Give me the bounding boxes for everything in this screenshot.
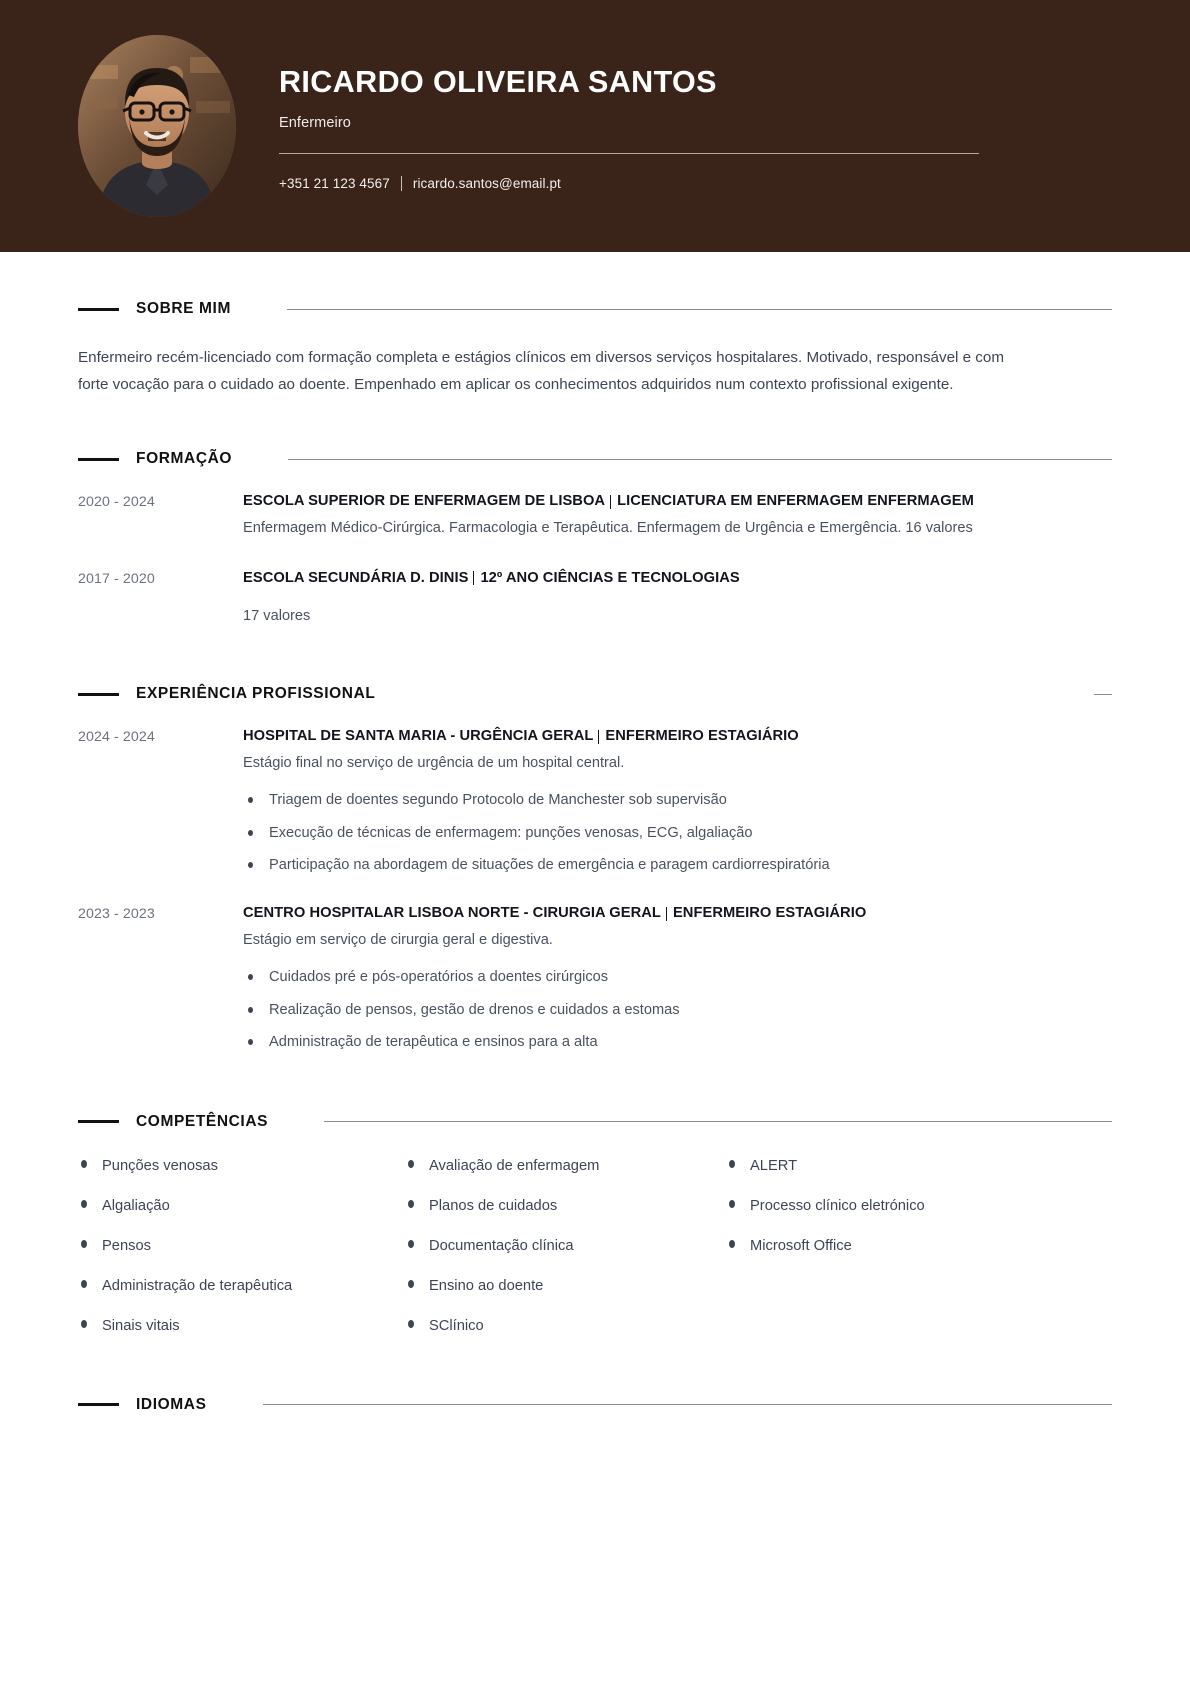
skill-item: Administração de terapêutica	[78, 1277, 405, 1296]
section-rule	[288, 459, 1112, 460]
list-item: Triagem de doentes segundo Protocolo de Manchester sob supervisão	[243, 790, 1112, 811]
section-rule	[324, 1121, 1112, 1122]
entry-position: ENFERMEIRO ESTAGIÁRIO	[605, 728, 799, 745]
education-entry	[78, 569, 1112, 630]
header-text-block	[279, 61, 999, 190]
section-dash-icon	[78, 308, 119, 311]
section-header-about	[78, 300, 1112, 318]
entry-date: 2017 - 2020	[78, 570, 155, 587]
entry-organization: HOSPITAL DE SANTA MARIA - URGÊNCIA GERAL	[243, 728, 594, 745]
entry-description: Estágio final no serviço de urgência de um hospital central.	[243, 754, 625, 771]
skill-item: Processo clínico eletrónico	[726, 1197, 1112, 1216]
section-dash-icon	[78, 1403, 119, 1406]
skill-item: ALERT	[726, 1157, 1112, 1176]
cv-header	[0, 0, 1190, 252]
skills-column	[405, 1157, 726, 1358]
list-item: Administração de terapêutica e ensinos para a alta	[243, 1032, 1112, 1053]
about-text: Enfermeiro recém-licenciado com formação completa e estágios clínicos em diversos serviços hospitalares. Motivado, responsável e com forte vocação para o cuidado ao doente. Empenhado em aplicar os conhecimentos adquiridos num contexto profissional exigente.	[78, 349, 1004, 394]
section-experience	[78, 685, 1112, 1053]
section-header-languages	[78, 1396, 1112, 1414]
skill-item: Documentação clínica	[405, 1237, 726, 1256]
job-title: Enfermeiro	[279, 114, 351, 131]
skill-item: Avaliação de enfermagem	[405, 1157, 726, 1176]
entry-bullet-list	[243, 967, 1112, 1053]
entry-body	[243, 727, 1112, 876]
experience-entries	[78, 727, 1112, 1053]
skill-item: Microsoft Office	[726, 1237, 1112, 1256]
skill-item: SClínico	[405, 1317, 726, 1336]
skills-grid	[78, 1157, 1112, 1358]
entry-body	[243, 569, 1112, 630]
list-item: Participação na abordagem de situações de emergência e paragem cardiorrespiratória	[243, 855, 1112, 876]
section-header-education	[78, 450, 1112, 468]
list-item: Execução de técnicas de enfermagem: punções venosas, ECG, algaliação	[243, 823, 1112, 844]
education-entry	[78, 492, 1112, 541]
phone-number: +351 21 123 4567	[279, 175, 390, 191]
header-divider	[279, 153, 979, 154]
page-title: RICARDO OLIVEIRA SANTOS	[279, 65, 717, 100]
cv-body	[0, 300, 1190, 1414]
skill-item: Pensos	[78, 1237, 405, 1256]
entry-description: Estágio em serviço de cirurgia geral e digestiva.	[243, 931, 553, 948]
entry-bullet-list	[243, 790, 1112, 876]
skill-item: Ensino ao doente	[405, 1277, 726, 1296]
experience-entry	[78, 904, 1112, 1053]
skills-column	[726, 1157, 1112, 1358]
section-rule	[263, 1404, 1112, 1405]
entry-body	[243, 492, 1112, 541]
section-languages	[78, 1396, 1112, 1414]
skill-item: Punções venosas	[78, 1157, 405, 1176]
section-header-skills	[78, 1113, 1112, 1131]
skill-item: Sinais vitais	[78, 1317, 405, 1336]
section-rule	[287, 309, 1112, 310]
entry-organization: ESCOLA SUPERIOR DE ENFERMAGEM DE LISBOA	[243, 493, 606, 510]
section-header-experience	[78, 685, 1112, 703]
avatar	[78, 35, 236, 217]
entry-date: 2020 - 2024	[78, 494, 155, 511]
section-rule	[1094, 694, 1112, 695]
profile-photo-icon	[78, 35, 236, 217]
section-education	[78, 450, 1112, 629]
entry-title	[243, 904, 1112, 924]
entry-position: LICENCIATURA EM ENFERMAGEM ENFERMAGEM	[617, 493, 974, 510]
entry-position: 12º ANO CIÊNCIAS E TECNOLOGIAS	[480, 569, 740, 586]
entry-description: 17 valores	[243, 608, 311, 625]
section-title-education: FORMAÇÃO	[136, 450, 233, 468]
experience-entry	[78, 727, 1112, 876]
list-item: Realização de pensos, gestão de drenos e cuidados a estomas	[243, 1000, 1112, 1021]
entry-organization: ESCOLA SECUNDÁRIA D. DINIS	[243, 569, 469, 586]
section-skills	[78, 1113, 1112, 1358]
list-item: Cuidados pré e pós-operatórios a doentes cirúrgicos	[243, 967, 1112, 988]
section-title-skills: COMPETÊNCIAS	[136, 1112, 269, 1130]
section-title-about: SOBRE MIM	[136, 300, 231, 317]
section-dash-icon	[78, 1120, 119, 1123]
skills-column	[78, 1157, 405, 1358]
education-entries	[78, 492, 1112, 629]
title-separator	[610, 495, 611, 509]
entry-date: 2024 - 2024	[78, 729, 155, 746]
contact-line	[279, 176, 999, 191]
section-title-languages: IDIOMAS	[136, 1395, 207, 1413]
entry-position: ENFERMEIRO ESTAGIÁRIO	[672, 905, 867, 922]
entry-body	[243, 904, 1112, 1053]
entry-organization: CENTRO HOSPITALAR LISBOA NORTE - CIRURGIA GERAL	[243, 905, 661, 922]
entry-title	[243, 727, 1112, 747]
title-separator	[473, 571, 474, 585]
skill-item: Algaliação	[78, 1197, 405, 1216]
skill-item: Planos de cuidados	[405, 1197, 726, 1216]
section-title-experience: EXPERIÊNCIA PROFISSIONAL	[136, 685, 376, 703]
section-about	[78, 300, 1112, 398]
entry-title	[243, 492, 1112, 512]
email-address: ricardo.santos@email.pt	[412, 175, 561, 191]
title-separator	[598, 730, 599, 744]
section-dash-icon	[78, 693, 119, 696]
entry-description: Enfermagem Médico-Cirúrgica. Farmacologia e Terapêutica. Enfermagem de Urgência e Emergência. 16 valores	[243, 519, 973, 536]
entry-title	[243, 569, 1112, 589]
title-separator	[666, 907, 667, 921]
section-dash-icon	[78, 458, 119, 461]
entry-date: 2023 - 2023	[78, 906, 155, 923]
contact-separator	[401, 176, 402, 191]
